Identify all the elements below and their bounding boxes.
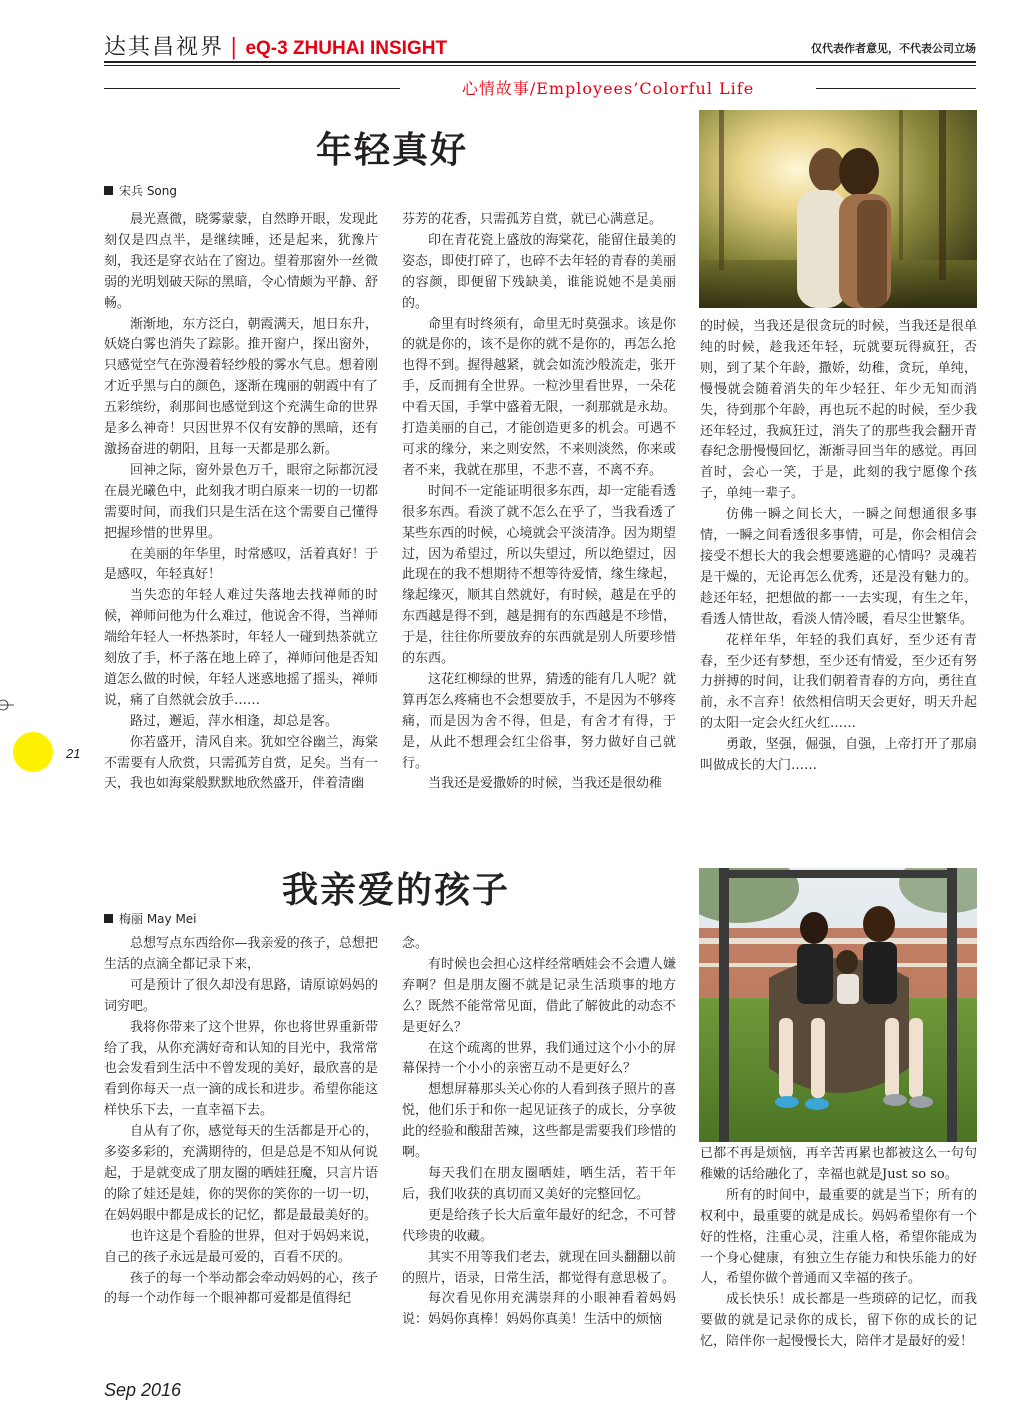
article2-paragraph: 每天我们在朋友圈晒娃，晒生活，若干年后，我们收获的真切而又美好的完整回忆。 (402, 1165, 676, 1202)
article1-column-1 (104, 210, 378, 795)
article1-paragraph: 勇敢，坚强，倔强，自强，上帝打开了那扇叫做成长的大门…… (700, 737, 977, 774)
article2-paragraph: 其实不用等我们老去，就现在回头翻翻以前的照片，语录，日常生活，都觉得有意思极了。 (402, 1249, 676, 1286)
article1-paragraph: 时间不一定能证明很多东西，却一定能看透很多东西。看淡了就不怎么在乎了，当我看透了某些东西的时候，心境就会平淡清净。因为期望过，因为希望过，所以失望过，所以绝望过，因此现在的我不想期待不想等待爱情，缘生缘起，缘起缘灭，顺其自然就好，有时候，越是在乎的东西越是得不到，越是拥有的东西越是不珍惜，于是，往往你所要放弃的东西就是别人所要珍惜的东西。 (402, 483, 676, 667)
article1-paragraph: 这花红柳绿的世界，猜透的能有几人呢？就算再怎么疼痛也不会想要放手，不是因为不够疼痛，而是因为舍不得，但是，有舍才有得，于是，从此不想理会红尘俗事，努力做好自己就行。 (402, 671, 676, 771)
masthead-brand: eQ-3 ZHUHAI INSIGHT (245, 38, 448, 59)
article1-author-name: 宋兵 Song (119, 184, 177, 198)
article1-paragraph: 当失恋的年轻人难过失落地去找禅师的时候，禅师问他为什么难过，他说舍不得，当禅师端给年轻人一杯热茶时，年轻人一碰到热茶就立刻放了手，杯子落在地上碎了，禅师问他是否知道怎么做的时候，年轻人迷惑地摇了摇头，禅师说，痛了自然就会放手…… (104, 588, 378, 708)
article1-paragraph: 花样年华，年轻的我们真好，至少还有青春，至少还有梦想，至少还有情爱，至少还有努力拼搏的时间，让我们朝着青春的方向，勇往直前，永不言弃！依然相信明天会更好，明天升起的太阳一定会火红火红…… (700, 632, 977, 732)
couple-sunset-photo (699, 110, 977, 308)
article1-paragraph: 渐渐地，东方泛白，朝霞满天，旭日东升，妖娆白雾也消失了踪影。推开窗户，探出窗外，只感觉空气在弥漫着轻纱般的雾水气息。想着刚才近乎黑与白的颜色，逐渐在瑰丽的朝霞中有了五彩缤纷，刹那间也感觉到这个充满生命的世界是多么神奇！只因世界不仅有安静的黑暗，还有激扬奋进的朝阳，且每一天都是那么新。 (104, 316, 378, 457)
article1-paragraph: 你若盛开，清风自来。犹如空谷幽兰，海棠不需要有人欣赏，只需孤芳自赏，足矣。当有一天，我也如海棠般默默地欣然盛开，伴着清幽 (104, 734, 378, 792)
article1-title: 年轻真好 (316, 129, 469, 171)
article2-column-2 (402, 934, 676, 1331)
article2-column-1 (104, 934, 378, 1310)
article2-paragraph: 我将你带来了这个世界，你也将世界重新带给了我，从你充满好奇和认知的目光中，我常常也会发看到生活中不曾发现的美好，最欣喜的是看到你每天一点一滴的成长和进步。希望你能这样快乐下去，一直幸福下去。 (104, 1019, 378, 1119)
article1-column-3 (700, 317, 977, 777)
article1-author (104, 182, 177, 199)
article2-paragraph: 成长快乐！成长都是一些琐碎的记忆，而我要做的就是记录你的成长，留下你的成长的记忆，陪伴你一起慢慢长大，陪伴才是最好的爱！ (700, 1292, 977, 1350)
article1-paragraph: 命里有时终须有，命里无时莫强求。该是你的就是你的，该不是你的就不是你的，再怎么抢也得不到。握得越紧，就会如流沙般流走，张开手，反而拥有全世界。一粒沙里看世界，一朵花中看天国，手掌中盛着无限，一刹那就是永劫。打造美丽的自己，才能创造更多的机会。可遇不可求的缘分，来之则安然，不来则淡然，你来或者不来，我就在那里，不悲不喜，不离不弃。 (402, 316, 676, 478)
article2-paragraph: 每次看见你用充满崇拜的小眼神看着妈妈说：妈妈你真棒！妈妈你真美！生活中的烦恼 (402, 1291, 676, 1328)
article2-title: 我亲爱的孩子 (282, 869, 511, 911)
article1-paragraph: 在美丽的年华里，时常感叹，活着真好！于是感叹，年轻真好！ (104, 546, 378, 583)
article2-paragraph: 有时候也会担心这样经常晒娃会不会遭人嫌弃啊？但是朋友圈不就是记录生活琐事的地方么？既然不能常常见面，借此了解彼此的动态不是更好么？ (402, 956, 676, 1035)
article2-paragraph: 可是预计了很久却没有思路，请原谅妈妈的词穷吧。 (104, 977, 378, 1014)
article1-paragraph: 晨光熹微，晓雾蒙蒙，自然睁开眼，发现此刻仅是四点半，是继续睡，还是起来，犹豫片刻，我还是穿衣站在了窗边。望着那窗外一丝微弱的光明划破天际的黑暗，令心情颇为平静、舒畅。 (104, 212, 378, 311)
article1-paragraph: 芬芳的花香，只需孤芳自赏，就已心满意足。 (402, 212, 663, 227)
article2-paragraph: 在这个疏离的世界，我们通过这个小小的屏幕保持一个小小的亲密互动不是更好么？ (402, 1040, 676, 1077)
section-banner-label: 心情故事/Employees’Colorful Life (400, 79, 816, 99)
article1-column-2 (402, 210, 676, 795)
article2-paragraph: 更是给孩子长大后童年最好的纪念，不可替代珍贵的收藏。 (402, 1207, 676, 1244)
masthead (104, 30, 447, 61)
masthead-separator: | (230, 35, 240, 60)
article2-column-3 (700, 1144, 977, 1353)
article2-paragraph: 自从有了你，感觉每天的生活都是开心的，多姿多彩的，充满期待的，但是总是不知从何说起，于是就变成了朋友圈的晒娃狂魔，只言片语的除了娃还是娃，你的哭你的笑你的一切一切，在妈妈眼中都是成长的记忆，都是最最美好的。 (104, 1124, 378, 1223)
author-marker (104, 914, 113, 923)
article1-paragraph: 印在青花瓷上盛放的海棠花，能留住最美的姿态，即使打碎了，也碎不去年轻的青春的美丽的容颜，即便留下残缺美，谁能说她不是美丽的。 (402, 232, 676, 311)
article1-photo (699, 110, 977, 308)
article2-paragraph: 总想写点东西给你—我亲爱的孩子，总想把生活的点滴全都记录下来， (104, 936, 378, 972)
article2-paragraph: 已都不再是烦恼，再辛苦再累也都被这么一句句稚嫩的话给融化了，幸福也就是Just so so。 (700, 1146, 977, 1182)
page-number: 21 (66, 746, 81, 761)
author-marker (104, 186, 113, 195)
article1-paragraph: 路过，邂逅，萍水相逢，却总是客。 (130, 713, 339, 729)
article2-photo (699, 868, 977, 1142)
article2-author (104, 910, 197, 927)
article2-paragraph: 念。 (402, 936, 429, 951)
article1-paragraph: 的时候，当我还是很贪玩的时候，当我还是很单纯的时候，趁我还年轻，玩就要玩得疯狂，否则，到了某个年龄，撒娇，幼稚，贪玩，单纯，慢慢就会随着消失的年少轻狂、年少无知而消失，待到那个年龄，再也玩不起的时候，至少我还年轻过，我疯狂过，消失了的那些我会翻开青春纪念册慢慢回忆，渐渐寻回当年的感觉。再回首时，会心一笑，于是，此刻的我宁愿像个孩子，单纯一辈子。 (700, 319, 977, 502)
header-rule (104, 61, 976, 63)
registration-mark-icon (0, 698, 14, 712)
article2-paragraph: 所有的时间中，最重要的就是当下；所有的权利中，最重要的就是成长。妈妈希望你有一个好的性格，注重心灵，注重人格，希望你能成为一个身心健康，有独立生存能力和快乐能力的好人，希望你做个普通而又幸福的孩子。 (700, 1187, 977, 1287)
article2-paragraph: 孩子的每一个举动都会牵动妈妈的心，孩子的每一个动作每一个眼神都可爱都是值得纪 (104, 1270, 378, 1307)
family-swing-photo (699, 868, 977, 1142)
page-marker-dot (13, 732, 53, 772)
section-banner (104, 79, 976, 99)
issue-date: Sep 2016 (104, 1380, 182, 1400)
disclaimer: 仅代表作者意见，不代表公司立场 (811, 42, 976, 55)
header-rule-thin (104, 65, 976, 66)
masthead-cn-title: 达其昌视界 (104, 35, 225, 60)
article1-paragraph: 仿佛一瞬之间长大，一瞬之间想通很多事情，一瞬之间看透很多事情，可是，你会相信会接受不想长大的我会想要逃避的心情吗？灵魂若是干燥的，无论再怎么优秀，还是没有魅力的。趁还年轻，把想做的都一一去实现，有生之年，看透人情世故，看淡人情冷暖，看尽尘世繁华。 (700, 507, 977, 627)
article2-paragraph: 也许这是个看脸的世界，但对于妈妈来说，自己的孩子永远是最可爱的，百看不厌的。 (104, 1228, 378, 1265)
article2-author-name: 梅丽 May Mei (119, 912, 197, 926)
article1-paragraph: 回神之际，窗外景色万千，眼帘之际都沉浸在晨光曦色中，此刻我才明白原来一切的一切都需要时间，而我们只是生活在这个需要自己懂得把握珍惜的世界里。 (104, 462, 378, 541)
article2-paragraph: 想想屏幕那头关心你的人看到孩子照片的喜悦，他们乐于和你一起见证孩子的成长，分享彼此的经验和酸甜苦辣，这些都是需要我们珍惜的啊。 (402, 1082, 676, 1161)
article1-paragraph: 当我还是爱撒娇的时候，当我还是很幼稚 (428, 776, 663, 792)
